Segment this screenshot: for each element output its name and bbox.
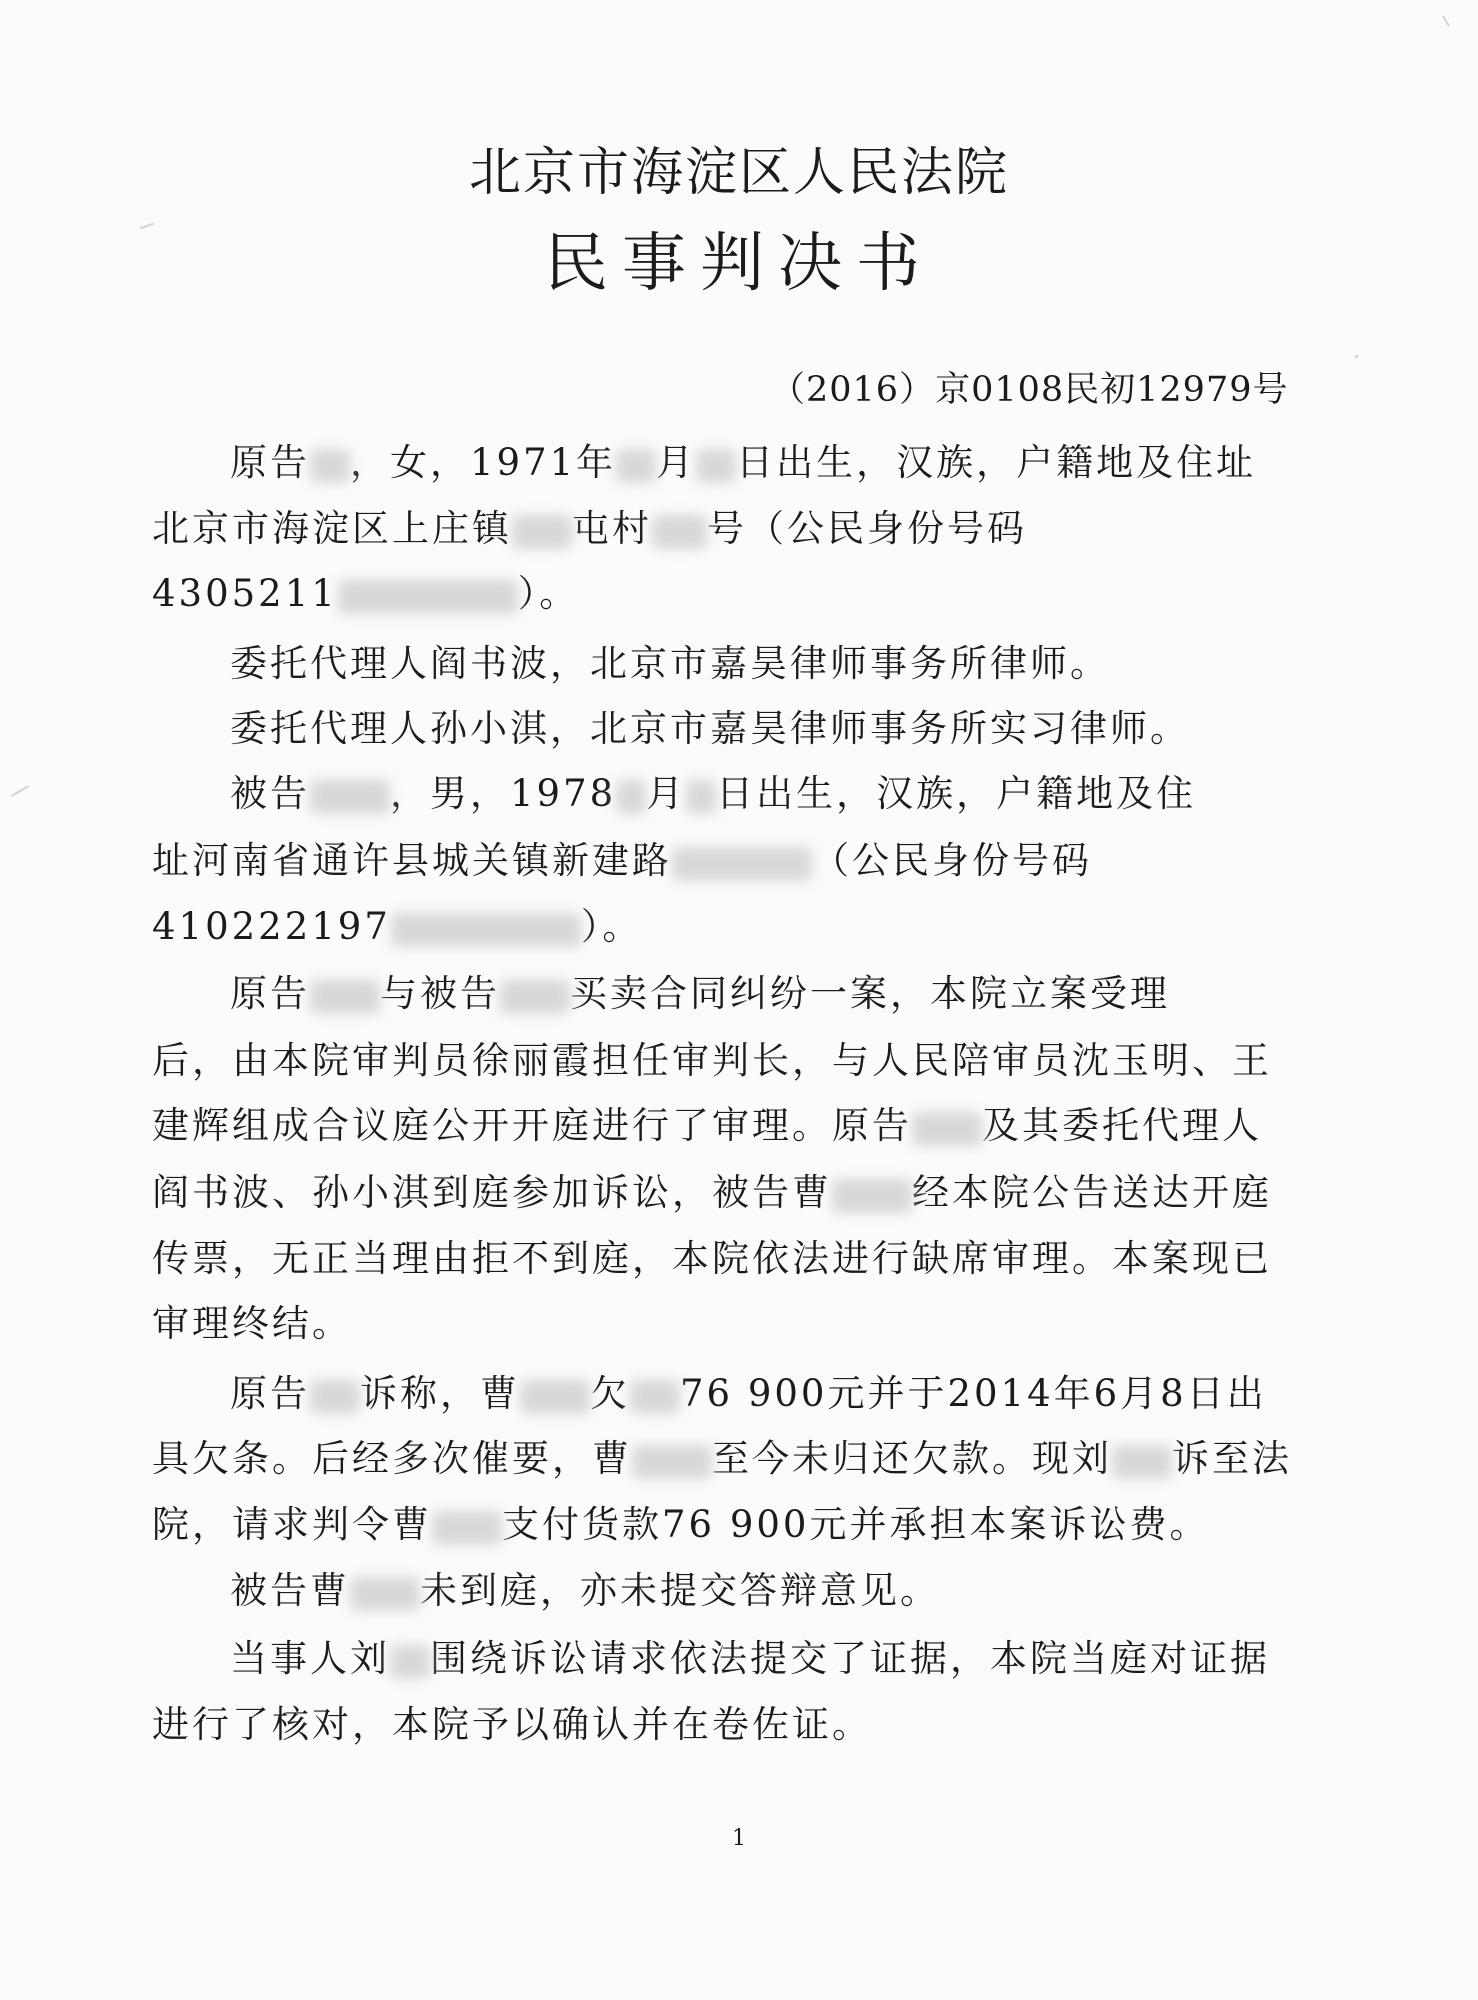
line-text: 76 900元并于2014年6月8日出 [680, 1372, 1267, 1415]
line-text: 阎书波、孙小淇到庭参加诉讼，被告曹 [152, 1171, 832, 1214]
redaction-blur [432, 1511, 502, 1545]
line-text: 410222197 [152, 905, 391, 948]
body-line [230, 1628, 1270, 1682]
body-line [152, 498, 1027, 552]
line-text: 经本院公告送达开庭 [912, 1171, 1272, 1214]
scan-mark [11, 785, 29, 797]
line-text: 具欠条。后经多次催要，曹 [152, 1437, 632, 1480]
body-line [230, 698, 1190, 752]
redaction-blur [310, 449, 350, 483]
body-line [152, 1228, 1272, 1282]
line-text: 审理终结。 [152, 1302, 352, 1345]
redaction-blur [500, 980, 570, 1014]
line-text: 至今未归还欠款。现刘 [712, 1437, 1112, 1480]
line-text: 月 [656, 441, 697, 484]
line-text: 诉至法 [1172, 1437, 1292, 1480]
line-text: 建辉组成合议庭公开开庭进行了审理。原告 [152, 1104, 912, 1147]
redaction-blur [696, 449, 736, 483]
line-text: 进行了核对，本院予以确认并在卷佐证。 [152, 1703, 872, 1746]
line-text: ）。 [580, 905, 643, 948]
redaction-blur [350, 1577, 420, 1611]
line-text: 当事人刘 [230, 1637, 390, 1680]
line-text: 原告 [230, 441, 310, 484]
line-text: 及其委托代理人 [982, 1104, 1262, 1147]
line-text: 委托代理人孙小淇，北京市嘉昊律师事务所实习律师。 [230, 707, 1190, 750]
body-line [230, 1363, 1267, 1417]
line-text: ，男，1978 [390, 772, 617, 815]
body-line [152, 563, 579, 617]
body-line [152, 1293, 352, 1347]
redaction-blur [512, 515, 572, 549]
line-text: 后，由本院审判员徐丽霞担任审判长，与人民陪审员沈玉明、王 [152, 1039, 1272, 1082]
body-line [152, 1428, 1292, 1482]
scan-mark [1355, 355, 1358, 358]
redaction-blur [310, 980, 380, 1014]
line-text: 屯村 [572, 507, 652, 550]
line-text: 被告曹 [230, 1569, 350, 1612]
page-number: 1 [732, 1826, 746, 1851]
body-line [230, 633, 1110, 687]
line-text: 原告 [230, 972, 310, 1015]
line-text: 原告 [230, 1372, 310, 1415]
line-text: 传票，无正当理由拒不到庭，本院依法进行缺席审理。本案现已 [152, 1237, 1272, 1280]
redaction-blur [310, 780, 390, 814]
line-text: 欠 [590, 1372, 630, 1415]
body-line [152, 896, 642, 950]
line-text: 址河南省通许县城关镇新建路 [152, 839, 672, 882]
line-text: 围绕诉讼请求依法提交了证据，本院当庭对证据 [430, 1637, 1270, 1680]
line-text: 支付货款76 900元并承担本案诉讼费。 [502, 1503, 1210, 1546]
redaction-blur [630, 1380, 680, 1414]
line-text: ，女，1971年 [350, 441, 617, 484]
court-title: 北京市海淀区人民法院 [468, 143, 1009, 203]
redaction-blur [310, 1380, 360, 1414]
body-line [152, 1494, 1209, 1548]
line-text: 委托代理人阎书波，北京市嘉昊律师事务所律师。 [230, 642, 1110, 685]
body-line [230, 963, 1170, 1017]
line-text: 院，请求判令曹 [152, 1503, 432, 1546]
document-type-title: 民事判决书 [544, 227, 934, 301]
line-text: 未到庭，亦未提交答辩意见。 [420, 1569, 940, 1612]
redaction-blur [520, 1380, 590, 1414]
scan-mark [1442, 15, 1450, 26]
line-text: ）。 [517, 572, 580, 615]
line-text: 被告 [230, 772, 310, 815]
redaction-blur [390, 1645, 430, 1679]
body-line [152, 1095, 1262, 1149]
line-text: 4305211 [152, 572, 338, 615]
redaction-blur [616, 449, 656, 483]
redaction-blur [912, 1112, 982, 1146]
line-text: 日出生，汉族，户籍地及住 [716, 772, 1197, 815]
body-line [230, 763, 1196, 817]
redaction-blur [391, 913, 581, 947]
line-text: 号（公民身份号码 [707, 507, 1027, 550]
redaction-blur [672, 847, 812, 881]
line-text: 月 [646, 772, 687, 815]
line-text: 买卖合同纠纷一案，本院立案受理 [570, 972, 1170, 1015]
line-text: 北京市海淀区上庄镇 [152, 507, 512, 550]
line-text: 诉称，曹 [360, 1372, 520, 1415]
body-line [230, 432, 1256, 486]
body-line [152, 830, 1092, 884]
redaction-blur [686, 780, 716, 814]
redaction-blur [1112, 1445, 1172, 1479]
body-line [152, 1694, 872, 1748]
redaction-blur [832, 1179, 912, 1213]
case-number: （2016）京0108民初12979号 [770, 370, 1289, 410]
line-text: 日出生，汉族，户籍地及住址 [736, 441, 1257, 484]
body-line [152, 1030, 1272, 1084]
redaction-blur [616, 780, 646, 814]
line-text: 与被告 [380, 972, 500, 1015]
redaction-blur [338, 580, 518, 614]
redaction-blur [652, 515, 707, 549]
line-text: （公民身份号码 [812, 839, 1092, 882]
body-line [152, 1162, 1272, 1216]
redaction-blur [632, 1445, 712, 1479]
body-line [230, 1560, 940, 1614]
